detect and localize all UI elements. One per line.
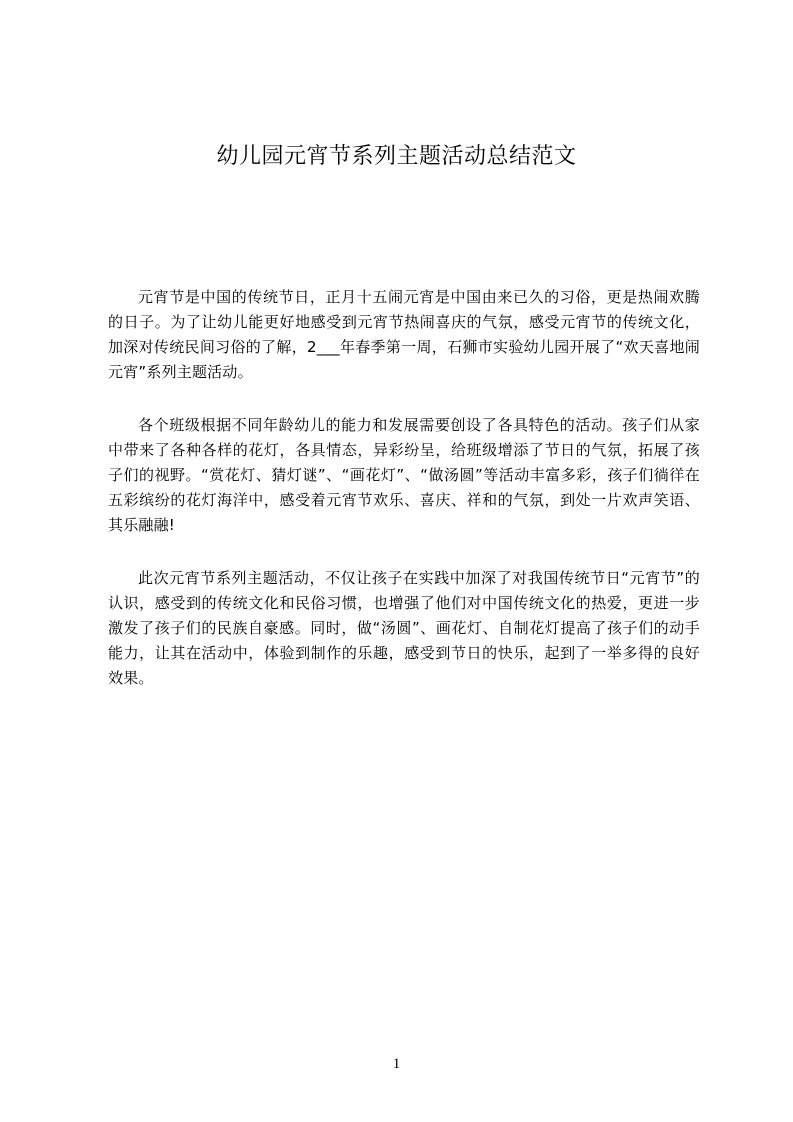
paragraph-3: 此次元宵节系列主题活动，不仅让孩子在实践中加深了对我国传统节日“元宵节”的认识，感受到的传统文化和民俗习惯，也增强了他们对中国传统文化的热爱，更进一步激发了孩子们的民族自豪感。同时，做“汤圆”、画花灯、自制花灯提高了孩子们的动手能力，让其在活动中，体验到制作的乐趣，感受到节日的快乐，起到了一举多得的良好效果。 [108, 569, 700, 687]
document-title: 幼儿园元宵节系列主题活动总结范文 [216, 144, 577, 169]
paragraph-2: 各个班级根据不同年龄幼儿的能力和发展需要创设了各具特色的活动。孩子们从家中带来了各种各样的花灯，各具情态，异彩纷呈，给班级增添了节日的气氛，拓展了孩子们的视野。“赏花灯、猜灯谜”、“画花灯”、“做汤圆”等活动丰富多彩，孩子们徜徉在五彩缤纷的花灯海洋中，感受着元宵节欢乐、喜庆、祥和的气氛，到处一片欢声笑语、其乐融融! [108, 416, 700, 534]
document-body [108, 285, 700, 719]
paragraph-1: 元宵节是中国的传统节日，正月十五闹元宵是中国由来已久的习俗，更是热闹欢腾的日子。为了让幼儿能更好地感受到元宵节热闹喜庆的气氛，感受元宵节的传统文化，加深对传统民间习俗的了解，2___年春季第一周，石狮市实验幼儿园开展了“欢天喜地闹元宵”系列主题活动。 [108, 288, 700, 381]
page-number: 1 [392, 1056, 401, 1072]
